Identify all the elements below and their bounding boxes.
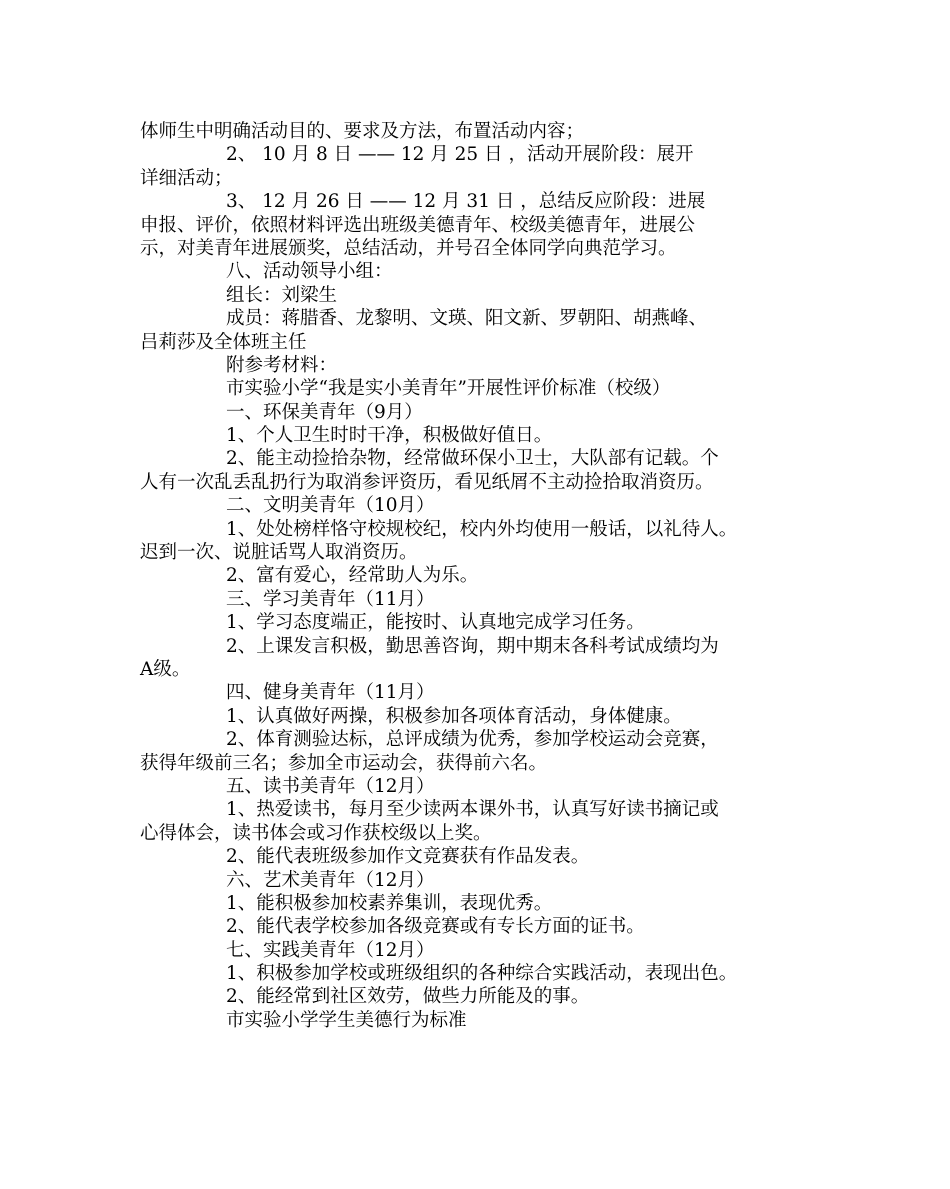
text-line: 成员：蒋腊香、龙黎明、文瑛、阳文新、罗朝阳、胡燕峰、: [226, 308, 708, 330]
text-line: 附参考材料：: [226, 354, 338, 376]
text-line: 1、认真做好两操，积极参加各项体育活动，身体健康。: [226, 705, 682, 727]
text-line: 八、活动领导小组：: [226, 261, 393, 283]
text-line: 申报、评价，依照材料评选出班级美德青年、校级美德青年，进展公: [140, 214, 696, 236]
text-line: 体师生中明确活动目的、要求及方法，布置活动内容；: [140, 121, 585, 142]
text-line: 市实验小学学生美德行为标准: [226, 1009, 467, 1031]
text-line: 组长：刘梁生: [226, 284, 338, 306]
text-line: 二、文明美青年（10月）: [226, 495, 435, 517]
text-line: 五、读书美青年（12月）: [226, 775, 435, 797]
text-line: 1、个人卫生时时干净，积极做好值日。: [226, 425, 553, 447]
text-line: A级。: [140, 658, 191, 680]
text-line: 详细活动；: [140, 167, 233, 189]
text-line: 1、积极参加学校或班级组织的各种综合实践活动，表现出色。: [226, 963, 738, 985]
text-line: 2、能主动捡拾杂物，经常做环保小卫士，大队部有记载。个: [226, 448, 719, 470]
text-line: 2、 10 月 8 日 —— 12 月 25 日 ，活动开展阶段：展开: [226, 144, 694, 166]
text-line: 吕莉莎及全体班主任: [140, 331, 307, 353]
text-line: 2、富有爱心，经常助人为乐。: [226, 565, 479, 587]
text-line: 心得体会，读书体会或习作获校级以上奖。: [140, 822, 492, 844]
text-line: 1、热爱读书，每月至少读两本课外书，认真写好读书摘记或: [226, 799, 719, 821]
text-line: 2、能代表学校参加各级竞赛或有专长方面的证书。: [226, 916, 645, 938]
text-line: 1、能积极参加校素养集训，表现优秀。: [226, 892, 553, 914]
text-line: 市实验小学“我是实小美青年”开展性评价标准（校级）: [226, 378, 671, 400]
text-line: 六、艺术美青年（12月）: [226, 869, 435, 891]
text-line: 三、学习美青年（11月）: [226, 588, 435, 610]
text-line: 人有一次乱丢乱扔行为取消参评资历，看见纸屑不主动捡拾取消资历。: [140, 471, 714, 493]
text-line: 七、实践美青年（12月）: [226, 939, 435, 961]
text-line: 四、健身美青年（11月）: [226, 682, 435, 704]
text-line: 1、学习态度端正，能按时、认真地完成学习任务。: [226, 612, 645, 634]
text-line: 获得年级前三名；参加全市运动会，获得前六名。: [140, 752, 548, 774]
text-line: 2、体育测验达标，总评成绩为优秀，参加学校运动会竞赛，: [226, 729, 719, 751]
text-line: 2、能代表班级参加作文竞赛获有作品发表。: [226, 846, 590, 868]
text-line: 一、环保美青年（9月）: [226, 401, 423, 423]
text-line: 2、上课发言积极，勤思善咨询，期中期末各科考试成绩均为: [226, 635, 719, 657]
text-line: 2、能经常到社区效劳，做些力所能及的事。: [226, 986, 590, 1008]
text-line: 迟到一次、说脏话骂人取消资历。: [140, 542, 418, 564]
text-line: 1、处处榜样恪守校规校纪，校内外均使用一般话，以礼待人。: [226, 518, 738, 540]
text-line: 3、 12 月 26 日 —— 12 月 31 日 ，总结反应阶段：进展: [226, 191, 706, 213]
document-body: [140, 120, 810, 1032]
text-line: 示，对美青年进展颁奖，总结活动，并号召全体同学向典范学习。: [140, 237, 677, 259]
